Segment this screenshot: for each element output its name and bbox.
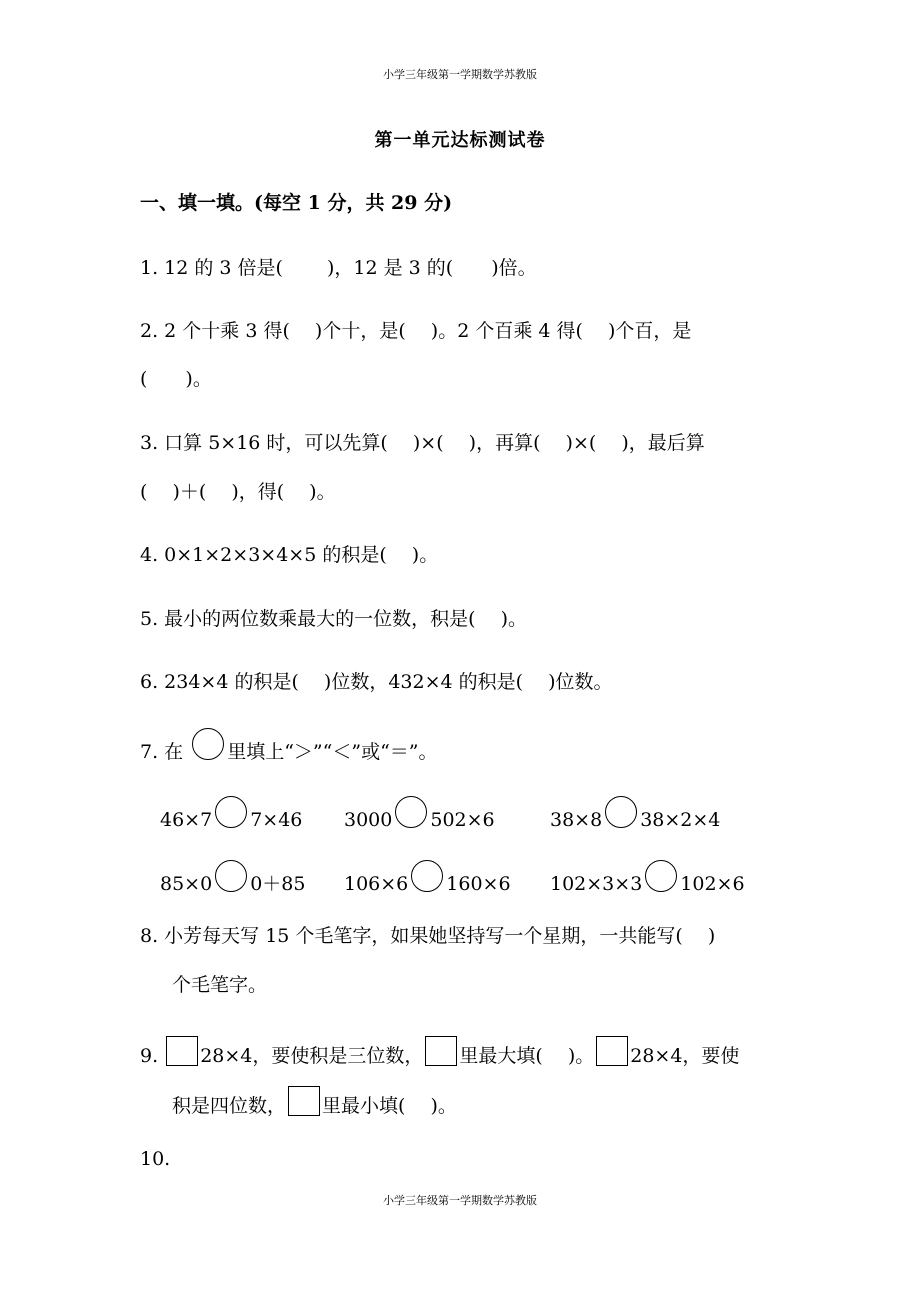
compare-right: 38×2×4 — [640, 809, 721, 831]
question-3-line-1: 3. 口算 5×16 时，可以先算( )×( )，再算( )×( )，最后算 — [140, 432, 705, 454]
question-4: 4. 0×1×2×3×4×5 的积是( )。 — [140, 544, 439, 566]
question-7 — [140, 728, 438, 764]
compare-left: 102×3×3 — [550, 873, 643, 895]
question-9-part3: 28×4，要使 — [630, 1045, 740, 1067]
question-5: 5. 最小的两位数乘最大的一位数，积是( )。 — [140, 608, 528, 630]
question-10: 10. — [140, 1148, 171, 1170]
answer-circle-icon[interactable] — [645, 860, 677, 892]
compare-right: 160×6 — [446, 873, 511, 895]
question-9-prefix: 9. — [140, 1045, 159, 1067]
compare-item — [344, 796, 495, 831]
compare-left: 38×8 — [550, 809, 603, 831]
compare-left: 46×7 — [160, 809, 213, 831]
compare-left: 3000 — [344, 809, 393, 831]
page-title: 第一单元达标测试卷 — [374, 130, 546, 151]
question-7-suffix: 里填上“＞”“＜”或“＝”。 — [227, 741, 438, 763]
answer-circle-icon[interactable] — [215, 796, 247, 828]
question-9-line-2 — [172, 1086, 457, 1118]
page-header: 小学三年级第一学期数学苏教版 — [383, 68, 537, 81]
question-9b-part1: 积是四位数， — [172, 1095, 287, 1117]
question-3-line-2: ( )＋( )，得( )。 — [140, 481, 336, 503]
answer-circle-icon[interactable] — [605, 796, 637, 828]
question-8-line-1: 8. 小芳每天写 15 个毛笔字，如果她坚持写一个星期，一共能写( ) — [140, 925, 716, 947]
compare-item — [160, 796, 302, 831]
question-9-part1: 28×4，要使积是三位数， — [200, 1045, 424, 1067]
compare-right: 7×46 — [250, 809, 303, 831]
question-9-part2: 里最大填( )。 — [459, 1045, 595, 1067]
circle-icon — [192, 728, 224, 760]
answer-circle-icon[interactable] — [411, 860, 443, 892]
question-1: 1. 12 的 3 倍是( )，12 是 3 的( )倍。 — [140, 257, 537, 279]
answer-circle-icon[interactable] — [395, 796, 427, 828]
question-8-line-2: 个毛笔字。 — [172, 974, 268, 996]
compare-item — [550, 796, 720, 831]
compare-item — [550, 860, 745, 895]
answer-circle-icon[interactable] — [215, 860, 247, 892]
compare-left: 106×6 — [344, 873, 409, 895]
question-6: 6. 234×4 的积是( )位数，432×4 的积是( )位数。 — [140, 671, 613, 693]
compare-item — [344, 860, 511, 895]
answer-box-icon[interactable] — [425, 1036, 457, 1066]
question-2-line-1: 2. 2 个十乘 3 得( )个十，是( )。2 个百乘 4 得( )个百，是 — [140, 320, 692, 342]
compare-right: 502×6 — [430, 809, 495, 831]
question-9b-part2: 里最小填( )。 — [322, 1095, 457, 1117]
answer-box-icon[interactable] — [288, 1086, 320, 1116]
page-footer: 小学三年级第一学期数学苏教版 — [383, 1194, 537, 1207]
question-2-line-2: ( )。 — [140, 368, 212, 390]
compare-item — [160, 860, 305, 896]
question-9-line-1 — [140, 1036, 739, 1068]
compare-right: 0＋85 — [250, 873, 306, 895]
answer-box-icon[interactable] — [596, 1036, 628, 1066]
compare-right: 102×6 — [680, 873, 745, 895]
section-heading: 一、填一填。(每空 1 分，共 29 分) — [140, 192, 453, 214]
answer-box-icon[interactable] — [166, 1036, 198, 1066]
question-7-prefix: 7. 在 — [140, 741, 184, 763]
compare-left: 85×0 — [160, 873, 213, 895]
